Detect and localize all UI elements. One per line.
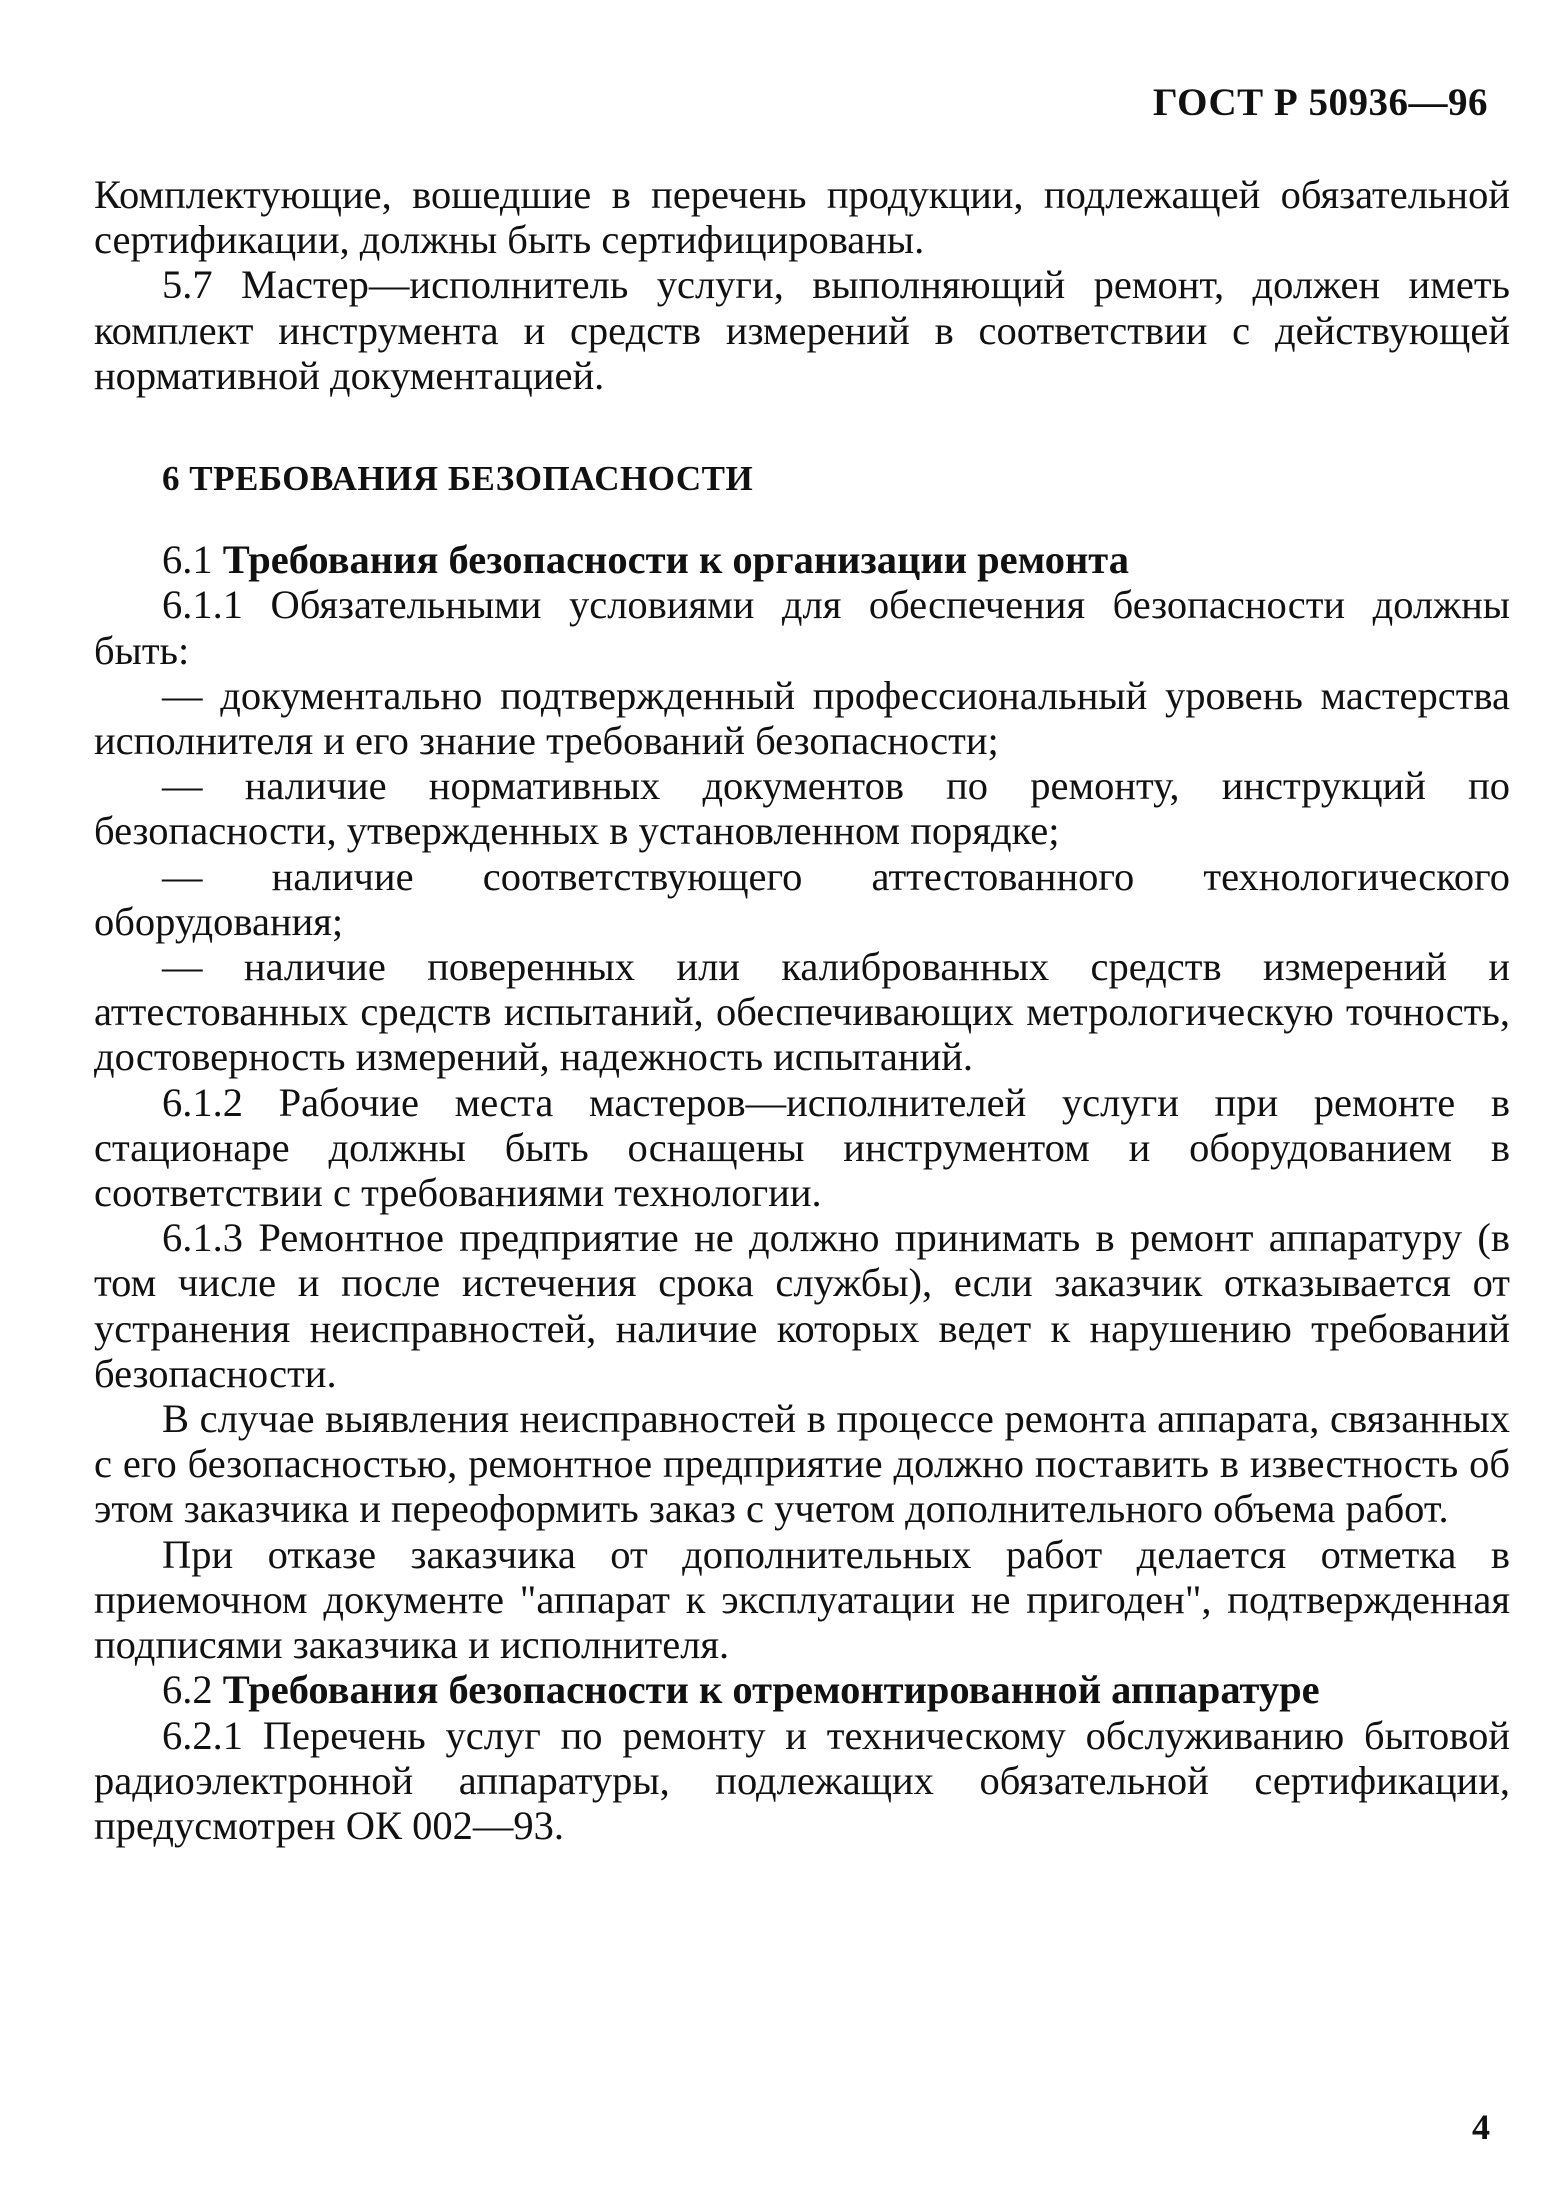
subsection-heading-6-2 xyxy=(94,1667,1510,1712)
paragraph-6-1-2: 6.1.2 Рабочие места мастеров—исполнителей услуги при ремонте в стационаре должны быть оснащены инструментом и оборудованием в соответствии с требованиями технологии. xyxy=(94,1079,1510,1216)
list-item: — наличие поверенных или калиброванных средств измерений и аттестованных средств испытаний, обеспечивающих метрологическую точность, достоверность измерений, надежность испытаний. xyxy=(94,944,1510,1080)
paragraph-6-1-3: 6.1.3 Ремонтное предприятие не должно принимать в ремонт аппаратуру (в том числе и после истечения срока службы), если заказчик отказывается от устранения неисправностей, наличие которых ведет к нарушению требований безопасности. xyxy=(94,1215,1510,1396)
paragraph-6-1-1: 6.1.1 Обязательными условиями для обеспечения безопасности должны быть: xyxy=(94,582,1510,673)
document-id: ГОСТ Р 50936—96 xyxy=(1152,81,1488,124)
subsection-number: 6.1 xyxy=(162,537,213,583)
paragraph-5-7: 5.7 Мастер—исполнитель услуги, выполняющий ремонт, должен иметь комплект инструмента и средств измерений в соответствии с действующей нормативной документацией. xyxy=(94,262,1510,398)
list-item: — документально подтвержденный профессиональный уровень мастерства исполнителя и его знание требований безопасности; xyxy=(94,672,1510,764)
subsection-heading-6-1 xyxy=(94,537,1510,582)
section-title-6: 6 ТРЕБОВАНИЯ БЕЗОПАСНОСТИ xyxy=(162,459,754,499)
paragraph-6-2-1: 6.2.1 Перечень услуг по ремонту и техническому обслуживанию бытовой радиоэлектронной аппаратуры, подлежащих обязательной сертификации, предусмотрен ОК 002—93. xyxy=(94,1712,1510,1848)
list-item: — наличие соответствующего аттестованного технологического оборудования; xyxy=(94,853,1510,944)
list-item: — наличие нормативных документов по ремонту, инструкций по безопасности, утвержденных в установленном порядке; xyxy=(94,763,1510,854)
paragraph-components: Комплектующие, вошедшие в перечень продукции, подлежащей обязательной сертификации, должны быть сертифицированы. xyxy=(94,172,1510,263)
paragraph-case: В случае выявления неисправностей в процессе ремонта аппарата, связанных с его безопасностью, ремонтное предприятие должно поставить в известность об этом заказчика и переоформить заказ с учетом дополнительного объема работ. xyxy=(94,1396,1510,1532)
subsection-title: Требования безопасности к отремонтированной аппаратуре xyxy=(222,1667,1320,1713)
subsection-number: 6.2 xyxy=(162,1667,213,1713)
document-body xyxy=(94,172,1510,1848)
page-number: 4 xyxy=(1472,2107,1490,2147)
subsection-title: Требования безопасности к организации ремонта xyxy=(222,537,1129,583)
paragraph-refusal: При отказе заказчика от дополнительных работ делается отметка в приемочном документе "аппарат к эксплуатации не пригоден", подтвержденная подписями заказчика и исполнителя. xyxy=(94,1531,1510,1668)
